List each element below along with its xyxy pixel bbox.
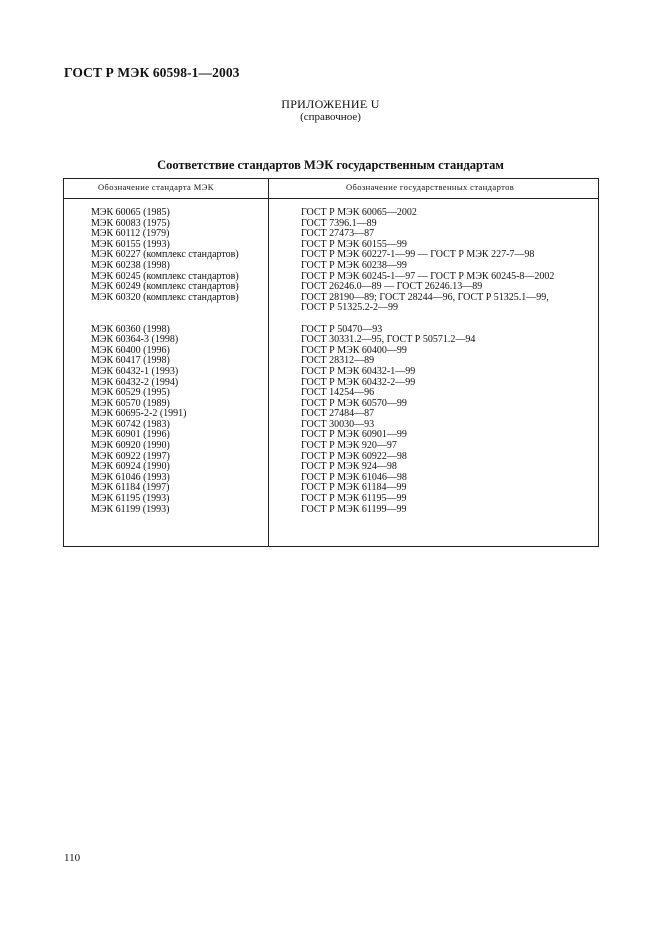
iec-standard-cell: МЭК 60320 (комплекс стандартов) bbox=[91, 291, 239, 303]
national-standard-cell: ГОСТ Р МЭК 61195—99 bbox=[301, 493, 407, 505]
national-standard-cell: ГОСТ Р МЭК 60227-1—99 — ГОСТ Р МЭК 227-7—98 bbox=[301, 249, 535, 261]
national-standard-cell: ГОСТ Р МЭК 60400—99 bbox=[301, 344, 407, 356]
national-standard-cell: ГОСТ Р МЭК 61184—99 bbox=[301, 482, 407, 494]
iec-standard-cell: МЭК 60155 (1993) bbox=[91, 238, 170, 250]
iec-standard-cell: МЭК 60083 (1975) bbox=[91, 217, 170, 229]
table-body bbox=[64, 208, 598, 515]
iec-standard-cell: МЭК 60227 (комплекс стандартов) bbox=[91, 249, 239, 261]
table-row bbox=[64, 505, 598, 516]
iec-standard-cell: МЭК 60065 (1985) bbox=[91, 207, 170, 218]
table-title: Соответствие стандартов МЭК государственным стандартам bbox=[157, 158, 504, 172]
national-standard-cell: ГОСТ 28190—89; ГОСТ 28244—96, ГОСТ Р 51325.1—99, bbox=[301, 291, 549, 303]
national-standard-cell: ГОСТ Р 51325.2-2—99 bbox=[301, 302, 399, 314]
iec-standard-cell: МЭК 61046 (1993) bbox=[91, 471, 170, 483]
national-standard-cell: ГОСТ Р МЭК 61046—98 bbox=[301, 471, 407, 483]
table-row bbox=[64, 303, 598, 314]
iec-standard-cell: МЭК 60417 (1998) bbox=[91, 355, 170, 367]
iec-standard-cell: МЭК 60112 (1979) bbox=[91, 228, 170, 240]
header-divider bbox=[64, 198, 598, 199]
national-standard-cell: ГОСТ 30030—93 bbox=[301, 418, 375, 430]
national-standard-cell: ГОСТ 7396.1—89 bbox=[301, 217, 377, 229]
national-standard-cell: ГОСТ Р МЭК 61199—99 bbox=[301, 503, 407, 515]
column-header-national: Обозначение государственных стандартов bbox=[346, 182, 515, 192]
iec-standard-cell: МЭК 61184 (1997) bbox=[91, 482, 170, 494]
iec-standard-cell: МЭК 60238 (1998) bbox=[91, 259, 170, 271]
national-standard-cell: ГОСТ Р 50470—93 bbox=[301, 323, 383, 335]
national-standard-cell: ГОСТ Р МЭК 60922—98 bbox=[301, 450, 407, 462]
iec-standard-cell: МЭК 60924 (1990) bbox=[91, 461, 170, 473]
national-standard-cell: ГОСТ Р МЭК 60432-2—99 bbox=[301, 376, 416, 388]
iec-standard-cell: МЭК 60695-2-2 (1991) bbox=[91, 408, 187, 420]
column-header-iec: Обозначение стандарта МЭК bbox=[98, 182, 214, 192]
page-number: 110 bbox=[64, 852, 81, 864]
national-standard-cell: ГОСТ Р МЭК 60245-1—97 — ГОСТ Р МЭК 60245-8—2002 bbox=[301, 270, 555, 282]
standards-table bbox=[63, 178, 599, 547]
iec-standard-cell: МЭК 61195 (1993) bbox=[91, 493, 170, 505]
national-standard-cell: ГОСТ 27473—87 bbox=[301, 228, 375, 240]
iec-standard-cell: МЭК 60249 (комплекс стандартов) bbox=[91, 281, 239, 293]
national-standard-cell: ГОСТ 28312—89 bbox=[301, 355, 375, 367]
iec-standard-cell: МЭК 60529 (1995) bbox=[91, 387, 170, 399]
national-standard-cell: ГОСТ Р МЭК 60570—99 bbox=[301, 397, 407, 409]
document-code: ГОСТ Р МЭК 60598-1—2003 bbox=[64, 65, 240, 80]
iec-standard-cell: МЭК 60245 (комплекс стандартов) bbox=[91, 270, 239, 282]
iec-standard-cell: МЭК 60400 (1996) bbox=[91, 344, 170, 356]
iec-standard-cell: МЭК 60570 (1989) bbox=[91, 397, 170, 409]
iec-standard-cell: МЭК 60920 (1990) bbox=[91, 440, 170, 452]
table-row bbox=[64, 208, 598, 219]
iec-standard-cell: МЭК 60360 (1998) bbox=[91, 323, 170, 335]
iec-standard-cell: МЭК 60432-1 (1993) bbox=[91, 365, 179, 377]
table-row bbox=[64, 261, 598, 272]
national-standard-cell: ГОСТ Р МЭК 60065—2002 bbox=[301, 207, 417, 218]
national-standard-cell: ГОСТ Р МЭК 60901—99 bbox=[301, 429, 407, 441]
iec-standard-cell: МЭК 60364-3 (1998) bbox=[91, 334, 179, 346]
national-standard-cell: ГОСТ Р МЭК 60432-1—99 bbox=[301, 365, 416, 377]
table-row bbox=[64, 367, 598, 378]
iec-standard-cell: МЭК 60901 (1996) bbox=[91, 429, 170, 441]
national-standard-cell: ГОСТ Р МЭК 60238—99 bbox=[301, 259, 407, 271]
national-standard-cell: ГОСТ 14254—96 bbox=[301, 387, 375, 399]
iec-standard-cell: МЭК 61199 (1993) bbox=[91, 503, 170, 515]
national-standard-cell: ГОСТ Р МЭК 920—97 bbox=[301, 440, 397, 452]
national-standard-cell: ГОСТ Р МЭК 924—98 bbox=[301, 461, 397, 473]
appendix-subtitle: (справочное) bbox=[300, 111, 361, 123]
iec-standard-cell: МЭК 60922 (1997) bbox=[91, 450, 170, 462]
national-standard-cell: ГОСТ 27484—87 bbox=[301, 408, 375, 420]
appendix-title: ПРИЛОЖЕНИЕ U bbox=[281, 97, 380, 111]
iec-standard-cell: МЭК 60432-2 (1994) bbox=[91, 376, 179, 388]
national-standard-cell: ГОСТ Р МЭК 60155—99 bbox=[301, 238, 407, 250]
iec-standard-cell: МЭК 60742 (1983) bbox=[91, 418, 170, 430]
national-standard-cell: ГОСТ 30331.2—95, ГОСТ Р 50571.2—94 bbox=[301, 334, 476, 346]
national-standard-cell: ГОСТ 26246.0—89 — ГОСТ 26246.13—89 bbox=[301, 281, 483, 293]
